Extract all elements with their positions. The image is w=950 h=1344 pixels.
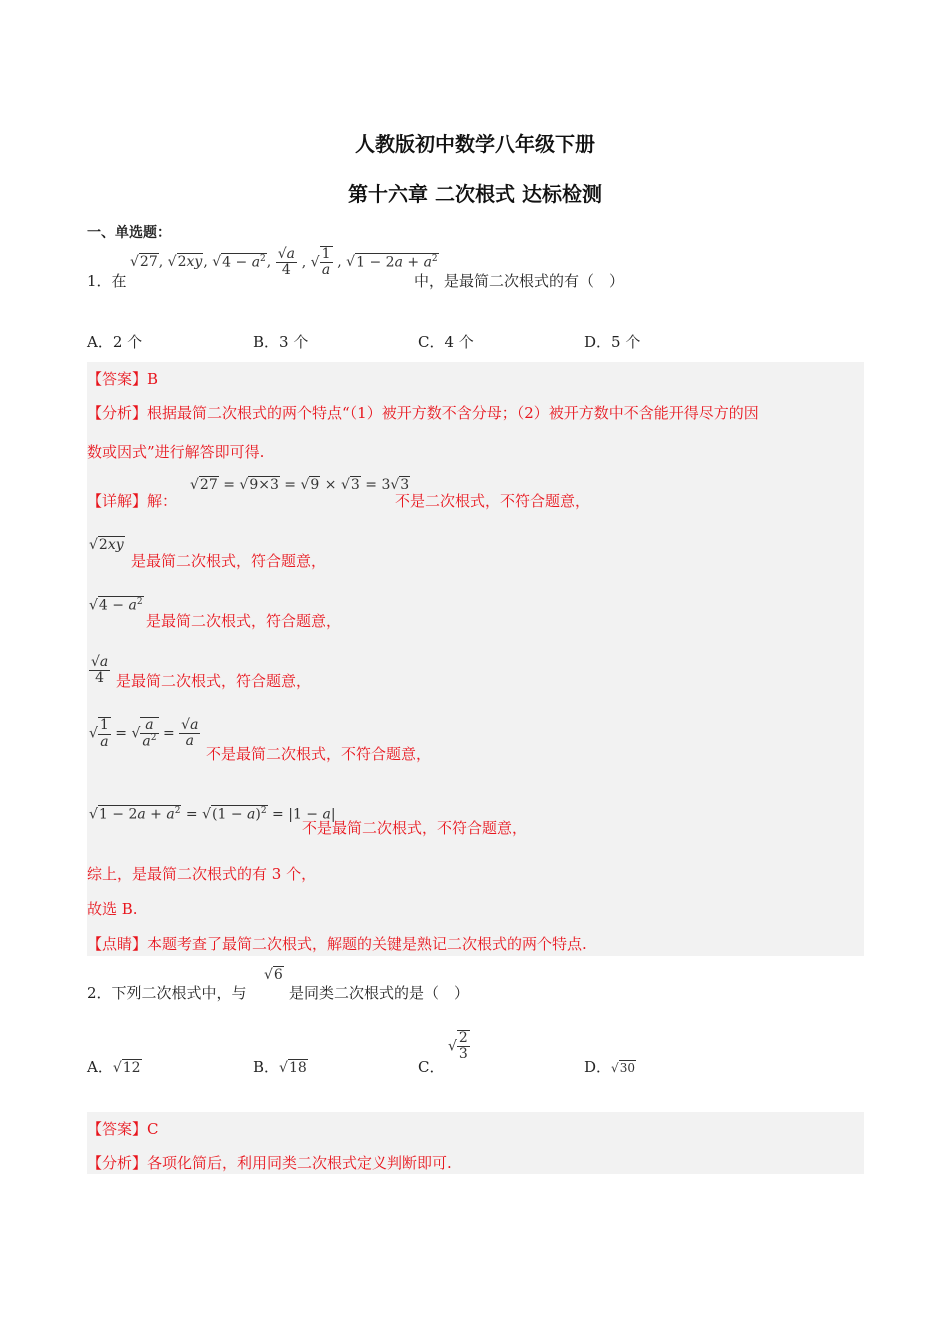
q2-option-c: C． xyxy=(418,1058,445,1076)
q1-suffix: 中，是最简二次根式的有（ ） xyxy=(414,272,625,290)
q1-detail-text1: 不是二次根式，不符合题意， xyxy=(395,492,591,510)
q2-analysis: 【分析】各项化简后，利用同类二次根式定义判断即可. xyxy=(87,1154,452,1172)
q2-suffix: 是同类二次根式的是（ ） xyxy=(289,984,470,1002)
section-heading: 一、单选题： xyxy=(87,225,171,241)
q1-detail-eq4: $\frac{√a}{4}$ xyxy=(91,654,109,687)
q1-option-c: C．4 个 xyxy=(418,333,474,351)
q1-detail-eq3: $√4 - a^2$ xyxy=(89,597,143,614)
q2-option-d: D．√30 xyxy=(584,1058,635,1076)
q1-radicals: √27, √2xy, $√4 - a^2$, $\frac{√a}{4}$ , √ $\frac{1}{a}$ , $√1 - 2a + a^2$ xyxy=(130,245,438,279)
q1-option-b: B．3 个 xyxy=(253,333,309,351)
q1-detail: 【详解】解： xyxy=(87,492,178,510)
q1-detail-eq1: √27 = √9×3 = √9 × √3 = 3√3 xyxy=(190,477,410,493)
q2-answer: 【答案】C xyxy=(87,1120,159,1138)
q1-answer: 【答案】B xyxy=(87,370,159,388)
q1-detail-text5: 不是最简二次根式，不符合题意， xyxy=(206,745,432,763)
q1-option-d: D．5 个 xyxy=(584,333,641,351)
q2-option-c-math: √ $\frac{2}{3}$ xyxy=(448,1030,468,1063)
q1-detail-eq5: √ $\frac{1}{a}$ = √ $\frac{a}{a^2}$ = $\frac{√a}{a}$ xyxy=(89,716,199,751)
q1-prefix: 1．在 xyxy=(87,272,127,290)
q2-option-a: A．√12 xyxy=(87,1058,141,1076)
q1-summary: 综上，是最简二次根式的有 3 个， xyxy=(87,865,317,883)
doc-subtitle: 第十六章 二次根式 达标检测 xyxy=(348,182,602,206)
q1-detail-text2: 是最简二次根式，符合题意， xyxy=(131,552,327,570)
q1-comment: 【点睛】本题考查了最简二次根式，解题的关键是熟记二次根式的两个特点. xyxy=(87,935,587,953)
q1-choose: 故选 B. xyxy=(87,900,138,918)
q2-radical: √6 xyxy=(264,967,283,983)
q1-detail-eq2: √2xy xyxy=(89,537,124,553)
doc-title: 人教版初中数学八年级下册 xyxy=(355,132,595,156)
q2-option-b: B．√18 xyxy=(253,1058,307,1076)
q1-detail-text3: 是最简二次根式，符合题意， xyxy=(146,612,342,630)
q1-detail-text4: 是最简二次根式，符合题意， xyxy=(116,672,312,690)
q1-option-a: A．2 个 xyxy=(87,333,143,351)
q1-analysis-line1: 【分析】根据最简二次根式的两个特点“（1）被开方数不含分母；（2）被开方数中不含能开得尽方的因 xyxy=(87,404,759,422)
q1-detail-text6: 不是最简二次根式，不符合题意， xyxy=(302,819,528,837)
q1-analysis-line2: 数或因式”进行解答即可得. xyxy=(87,443,265,461)
q2-prefix: 2．下列二次根式中，与 xyxy=(87,984,247,1002)
q1-detail-eq6: $√1 - 2a + a^2 = √(1 - a)^2 = |1 - a|$ xyxy=(89,806,336,823)
